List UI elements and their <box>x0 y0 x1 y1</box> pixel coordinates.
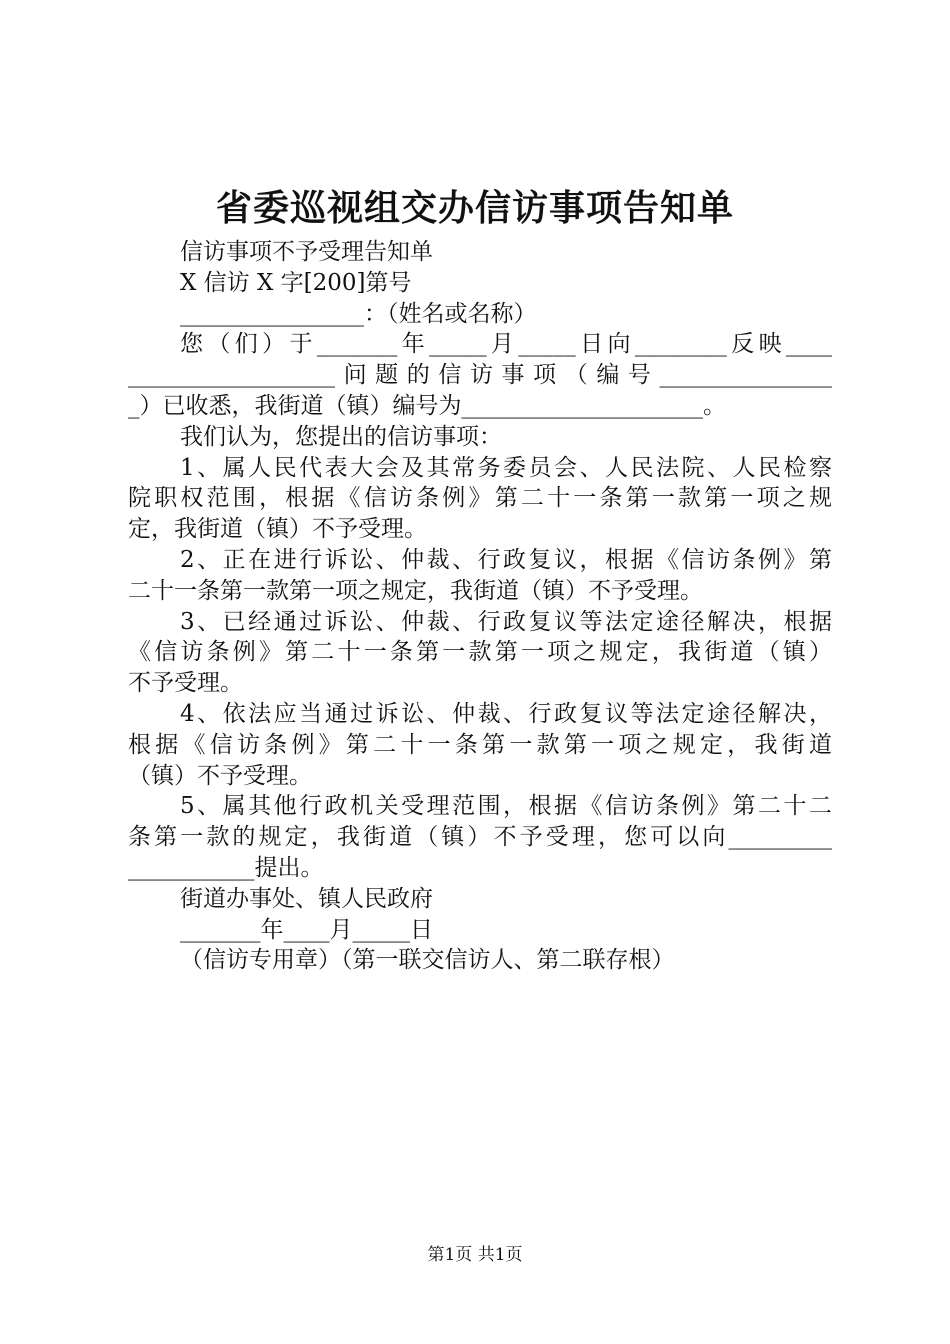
issuer-line: 街道办事处、镇人民政府 <box>180 885 433 912</box>
clause-1-line: 院职权范围，根据《信访条例》第二十一条第一款第一项之规 <box>128 485 832 512</box>
clause-2-line: 二十一条第一款第一项之规定，我街道（镇）不予受理。 <box>128 577 703 604</box>
clause-4-line: 4、依法应当通过诉讼、仲裁、行政复议等法定途径解决， <box>180 700 832 727</box>
page-footer: 第1页 共1页 <box>427 1245 523 1265</box>
document-body <box>128 237 832 976</box>
date-line: _______年____月_____日 <box>180 916 433 943</box>
notice-subtitle: 信访事项不予受理告知单 <box>180 239 433 265</box>
clause-5-line: 条第一款的规定，我街道（镇）不予受理，您可以向_________ <box>128 824 832 851</box>
clause-5-line: ___________提出。 <box>128 854 324 881</box>
body-line: 您（们）于_______年_____月_____日向________反映____ <box>180 331 832 358</box>
body-line: _）已收悉，我街道（镇）编号为_____________________。 <box>128 392 726 419</box>
clause-1-line: 定，我街道（镇）不予受理。 <box>128 516 427 543</box>
document-number: X 信访 X 字[200]第号 <box>180 269 412 296</box>
clause-3-line: 不予受理。 <box>128 670 243 697</box>
clause-3-line: 3、已经通过诉讼、仲裁、行政复议等法定途径解决，根据 <box>180 608 832 635</box>
recipient-line: ________________：（姓名或名称） <box>180 300 537 327</box>
clause-4-line: （镇）不予受理。 <box>128 762 312 789</box>
clause-4-line: 根据《信访条例》第二十一条第一款第一项之规定，我街道 <box>128 731 832 758</box>
clause-3-line: 《信访条例》第二十一条第一款第一项之规定，我街道（镇） <box>128 639 832 666</box>
body-line: __________________问题的信访事项（编号_______________ <box>128 362 832 389</box>
clause-5-line: 5、属其他行政机关受理范围，根据《信访条例》第二十二 <box>180 793 832 820</box>
clause-1-line: 1、属人民代表大会及其常务委员会、人民法院、人民检察 <box>180 454 832 481</box>
clause-2-line: 2、正在进行诉讼、仲裁、行政复议，根据《信访条例》第 <box>180 546 832 573</box>
document-title: 省委巡视组交办信访事项告知单 <box>215 188 734 229</box>
body-line: 我们认为，您提出的信访事项： <box>180 423 502 450</box>
seal-note: （信访专用章）（第一联交信访人、第二联存根） <box>180 947 675 974</box>
